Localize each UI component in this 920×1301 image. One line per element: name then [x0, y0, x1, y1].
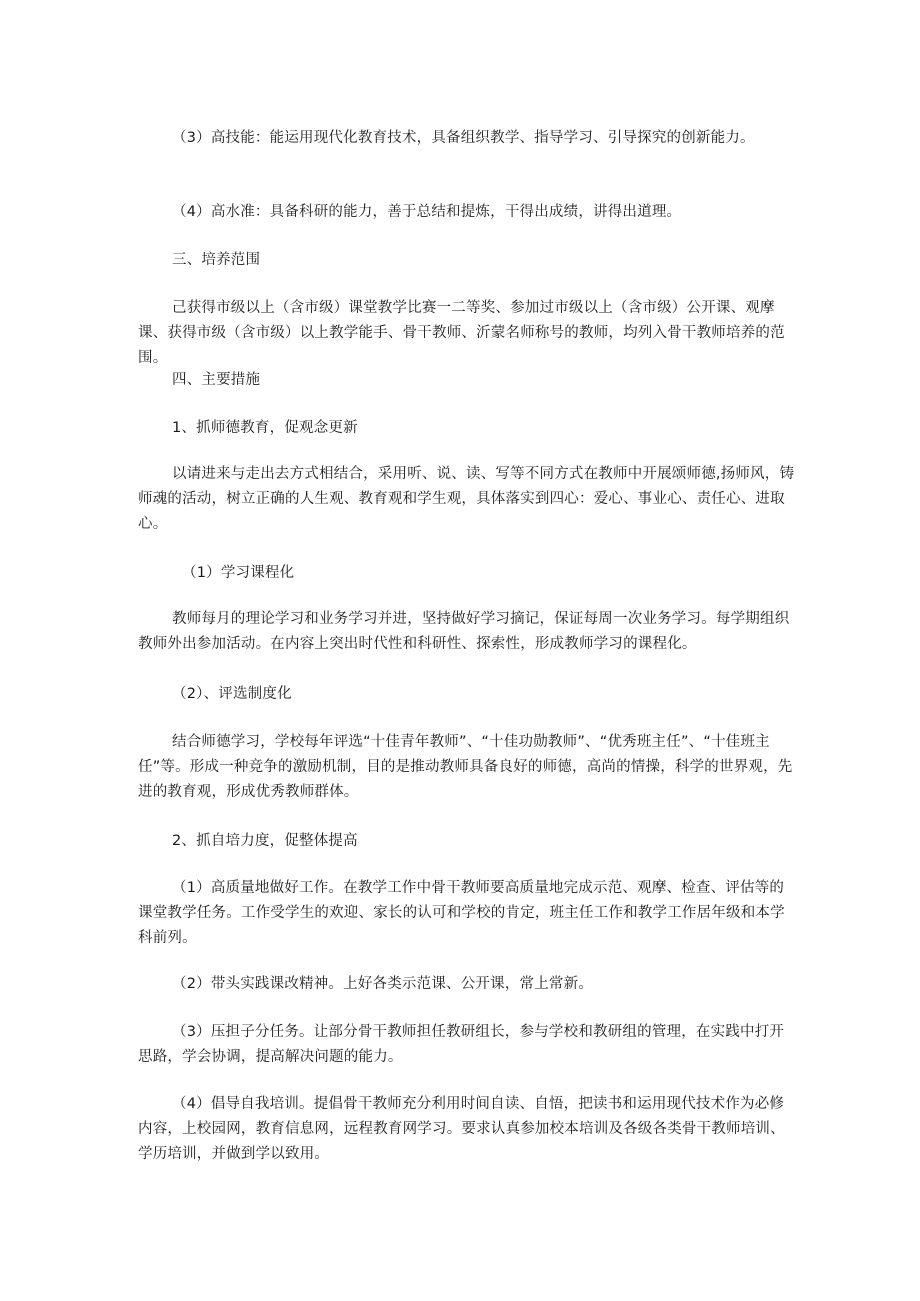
paragraph-selection-system: 结合师德学习，学校每年评选“十佳青年教师”、“十佳功勋教师”、“优秀班主任”、“十佳班主任”等。形成一种竞争的激励机制，目的是推动教师具备良好的师德，高尚的情操，科学的世界观，先进的教育观，形成优秀教师群体。	[138, 734, 793, 800]
paragraph-self-training: （4）倡导自我培训。提倡骨干教师充分利用时间自读、自悟，把读书和运用现代技术作为必修内容，上校园网，教育信息网，远程教育网学习。要求认真参加校本培训及各级各类骨干教师培训、学历培训，并做到学以致用。	[138, 1096, 785, 1162]
heading-self-training: 2、抓自培力度，促整体提高	[172, 833, 358, 849]
paragraph-study-curriculum: 教师每月的理论学习和业务学习并进，坚持做好学习摘记，保证每周一次业务学习。每学期组织教师外出参加活动。在内容上突出时代性和科研性、探索性，形成教师学习的课程化。	[138, 611, 790, 652]
heading-selection-system: （2）、评选制度化	[172, 686, 292, 702]
paragraph-ethics-education: 以请进来与走出去方式相结合，采用听、说、读、写等不同方式在教师中开展颂师德,扬师风，铸师魂的活动，树立正确的人生观、教育观和学生观，具体落实到四心：爱心、事业心、责任心、进取心。	[138, 466, 795, 532]
paragraph-quality-work: （1）高质量地做好工作。在教学工作中骨干教师要高质量地完成示范、观摩、检查、评估等的课堂教学任务。工作受学生的欢迎、家长的认可和学校的肯定，班主任工作和教学工作居年级和本学科前列。	[138, 880, 785, 946]
heading-study-curriculum: （1）学习课程化	[182, 565, 295, 581]
paragraph-lead-reform: （2）带头实践课改精神。上好各类示范课、公开课，常上常新。	[172, 976, 594, 992]
heading-main-measures: 四、主要措施	[172, 372, 261, 388]
paragraph-assign-tasks: （3）压担子分任务。让部分骨干教师担任教研组长，参与学校和教研组的管理，在实践中打开思路，学会协调，提高解决问题的能力。	[138, 1024, 785, 1065]
heading-ethics-education: 1、抓师德教育，促观念更新	[172, 420, 358, 436]
paragraph-training-scope: 己获得市级以上（含市级）课堂教学比赛一二等奖、参加过市级以上（含市级）公开课、观摩课、获得市级（含市级）以上教学能手、骨干教师、沂蒙名师称号的教师，均列入骨干教师培养的范围。	[138, 300, 785, 366]
paragraph-high-standard: （4）高水准：具备科研的能力，善于总结和提炼，干得出成绩，讲得出道理。	[172, 204, 682, 220]
paragraph-high-skill: （3）高技能：能运用现代化教育技术，具备组织教学、指导学习、引导探究的创新能力。	[172, 130, 755, 146]
heading-training-scope: 三、培养范围	[172, 252, 261, 268]
